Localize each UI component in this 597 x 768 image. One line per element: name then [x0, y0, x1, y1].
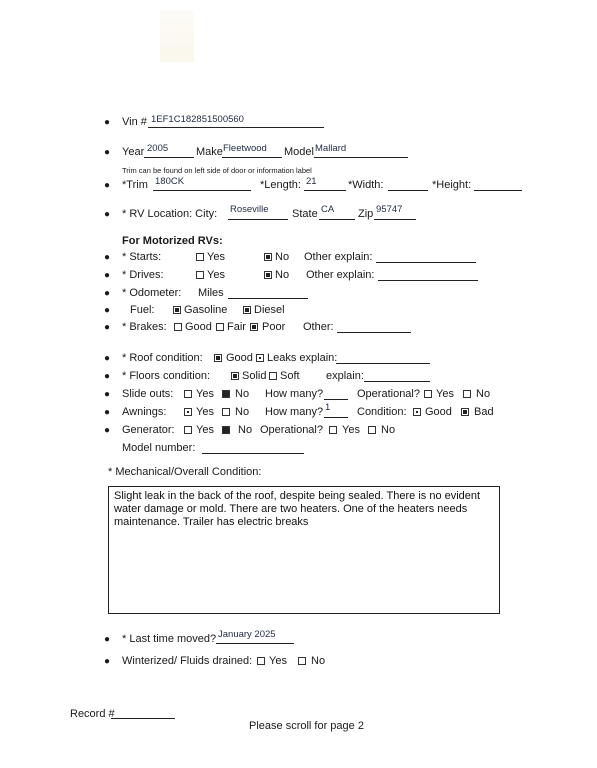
winterized-yes-checkbox[interactable]: [257, 657, 265, 665]
height-label: *Height:: [432, 179, 472, 191]
diesel-checkbox[interactable]: [243, 306, 251, 314]
bullet: ●: [104, 252, 111, 263]
floors-solid-checkbox[interactable]: [231, 372, 239, 380]
brakes-label: * Brakes:: [122, 321, 167, 333]
awnings-yes-label: Yes: [196, 406, 214, 418]
gasoline-checkbox[interactable]: [173, 306, 181, 314]
odometer-label: * Odometer:: [122, 287, 182, 299]
brakes-other-field[interactable]: [337, 320, 411, 333]
trim-note: Trim can be found on left side of door or information label: [122, 166, 312, 175]
starts-other-label: Other explain:: [304, 251, 373, 263]
bullet: ●: [104, 634, 111, 645]
slideouts-op-no-checkbox[interactable]: [463, 390, 471, 398]
vin-value: 1EF1C182851500560: [151, 114, 244, 125]
bullet: ●: [104, 371, 111, 382]
roof-good-label: Good: [226, 352, 253, 364]
floors-label: * Floors condition:: [122, 370, 211, 382]
winterized-no-checkbox[interactable]: [298, 657, 306, 665]
generator-operational-label: Operational?: [260, 424, 323, 436]
starts-yes-checkbox[interactable]: [196, 253, 204, 261]
slideouts-op-yes-label: Yes: [436, 388, 454, 400]
floors-explain-field[interactable]: [364, 369, 430, 382]
faded-logo: [160, 10, 194, 62]
record-label: Record #: [70, 708, 115, 720]
bullet: ●: [104, 270, 111, 281]
fuel-label: Fuel:: [130, 304, 155, 316]
slideouts-operational-label: Operational?: [357, 388, 420, 400]
motorized-heading: For Motorized RVs:: [122, 235, 223, 247]
length-value: 21: [306, 176, 317, 187]
year-label: Year: [122, 146, 145, 158]
generator-op-no-checkbox[interactable]: [368, 426, 376, 434]
winterized-yes-label: Yes: [269, 655, 287, 667]
model-number-field[interactable]: [202, 441, 304, 454]
record-field[interactable]: [111, 706, 175, 719]
awnings-label: Awnings:: [122, 406, 167, 418]
city-value: Roseville: [230, 204, 269, 215]
model-number-label: Model number:: [122, 442, 196, 454]
roof-label: * Roof condition:: [122, 352, 203, 364]
generator-no-checkbox[interactable]: [222, 426, 230, 434]
slideouts-yes-checkbox[interactable]: [184, 390, 192, 398]
brakes-fair-label: Fair: [227, 321, 246, 333]
generator-op-yes-label: Yes: [342, 424, 360, 436]
brakes-fair-checkbox[interactable]: [216, 323, 224, 331]
generator-yes-label: Yes: [196, 424, 214, 436]
brakes-poor-label: Poor: [262, 321, 286, 333]
bullet: ●: [104, 322, 111, 333]
bullet: ●: [104, 147, 111, 158]
zip-value: 95747: [376, 204, 403, 215]
winterized-label: Winterized/ Fluids drained:: [122, 655, 253, 667]
bullet: ●: [104, 389, 111, 400]
slideouts-yes-label: Yes: [196, 388, 214, 400]
slideouts-no-checkbox[interactable]: [222, 390, 230, 398]
model-label: Model: [284, 146, 314, 158]
slideouts-howmany-field[interactable]: [324, 387, 348, 400]
generator-op-no-label: No: [381, 424, 396, 436]
starts-no-checkbox[interactable]: [264, 253, 272, 261]
awnings-good-label: Good: [425, 406, 452, 418]
bullet: ●: [104, 656, 111, 667]
miles-label: Miles: [198, 287, 224, 299]
trim-label: *Trim: [122, 179, 148, 191]
roof-good-checkbox[interactable]: [214, 354, 222, 362]
bullet: ●: [104, 288, 111, 299]
generator-no-label: No: [238, 424, 253, 436]
height-field[interactable]: [474, 178, 522, 191]
drives-no-label: No: [275, 269, 290, 281]
bullet: ●: [104, 180, 111, 191]
vin-label: Vin #: [122, 116, 147, 128]
floors-soft-checkbox[interactable]: [269, 372, 277, 380]
bullet: ●: [104, 407, 111, 418]
brakes-good-checkbox[interactable]: [174, 323, 182, 331]
miles-field[interactable]: [228, 286, 308, 299]
drives-yes-label: Yes: [207, 269, 225, 281]
drives-label: * Drives:: [122, 269, 164, 281]
brakes-poor-checkbox[interactable]: [250, 323, 258, 331]
make-label: Make: [196, 146, 223, 158]
drives-yes-checkbox[interactable]: [196, 271, 204, 279]
generator-op-yes-checkbox[interactable]: [329, 426, 337, 434]
state-label: State: [292, 208, 318, 220]
starts-yes-label: Yes: [207, 251, 225, 263]
awnings-bad-label: Bad: [474, 406, 494, 418]
scroll-note: Please scroll for page 2: [249, 720, 364, 732]
zip-label: Zip: [358, 208, 374, 220]
slideouts-op-yes-checkbox[interactable]: [424, 390, 432, 398]
slideouts-label: Slide outs:: [122, 388, 174, 400]
starts-other-field[interactable]: [376, 250, 476, 263]
location-label: * RV Location: City:: [122, 208, 218, 220]
drives-other-field[interactable]: [378, 268, 478, 281]
last-moved-value: January 2025: [218, 629, 276, 640]
awnings-yes-checkbox[interactable]: [184, 408, 192, 416]
starts-no-label: No: [275, 251, 290, 263]
bullet: ●: [104, 117, 111, 128]
floors-soft-label: Soft: [280, 370, 300, 382]
starts-label: * Starts:: [122, 251, 162, 263]
roof-leaks-label: Leaks explain:: [267, 352, 338, 364]
gasoline-label: Gasoline: [184, 304, 228, 316]
winterized-no-label: No: [311, 655, 326, 667]
roof-leaks-checkbox[interactable]: [256, 354, 264, 362]
generator-label: Generator:: [122, 424, 175, 436]
drives-other-label: Other explain:: [306, 269, 375, 281]
bullet: ●: [104, 425, 111, 436]
make-value: Fleetwood: [223, 143, 267, 154]
last-moved-label: * Last time moved?: [122, 633, 217, 645]
mechanical-notes-box[interactable]: Slight leak in the back of the roof, despite being sealed. There is no evident water damage or mold. There are two heaters. One of the heaters needs maintenance. Trailer has electric breaks: [108, 486, 500, 614]
drives-no-checkbox[interactable]: [264, 271, 272, 279]
model-value: Mallard: [315, 143, 347, 154]
state-value: CA: [321, 204, 335, 215]
slideouts-op-no-label: No: [476, 388, 491, 400]
bullet: ●: [104, 305, 111, 316]
slideouts-howmany-label: How many?: [265, 388, 324, 400]
floors-solid-label: Solid: [242, 370, 267, 382]
mechanical-label: * Mechanical/Overall Condition:: [108, 466, 262, 478]
bullet: ●: [104, 209, 111, 220]
awnings-count-value: 1: [325, 402, 331, 413]
bullet: ●: [104, 353, 111, 364]
width-field[interactable]: [388, 178, 428, 191]
generator-yes-checkbox[interactable]: [184, 426, 192, 434]
awnings-no-checkbox[interactable]: [222, 408, 230, 416]
awnings-good-checkbox[interactable]: [413, 408, 421, 416]
awnings-no-label: No: [235, 406, 250, 418]
awnings-condition-label: Condition:: [357, 406, 407, 418]
length-label: *Length:: [260, 179, 301, 191]
slideouts-no-label: No: [235, 388, 250, 400]
brakes-good-label: Good: [185, 321, 212, 333]
awnings-bad-checkbox[interactable]: [461, 408, 469, 416]
brakes-other-label: Other:: [303, 321, 334, 333]
width-label: *Width:: [348, 179, 384, 191]
diesel-label: Diesel: [254, 304, 285, 316]
floors-explain-label: explain:: [326, 370, 364, 382]
trim-value: 180CK: [155, 176, 185, 187]
year-value: 2005: [147, 143, 169, 154]
awnings-howmany-label: How many?: [265, 406, 324, 418]
roof-leaks-field[interactable]: [336, 351, 430, 364]
